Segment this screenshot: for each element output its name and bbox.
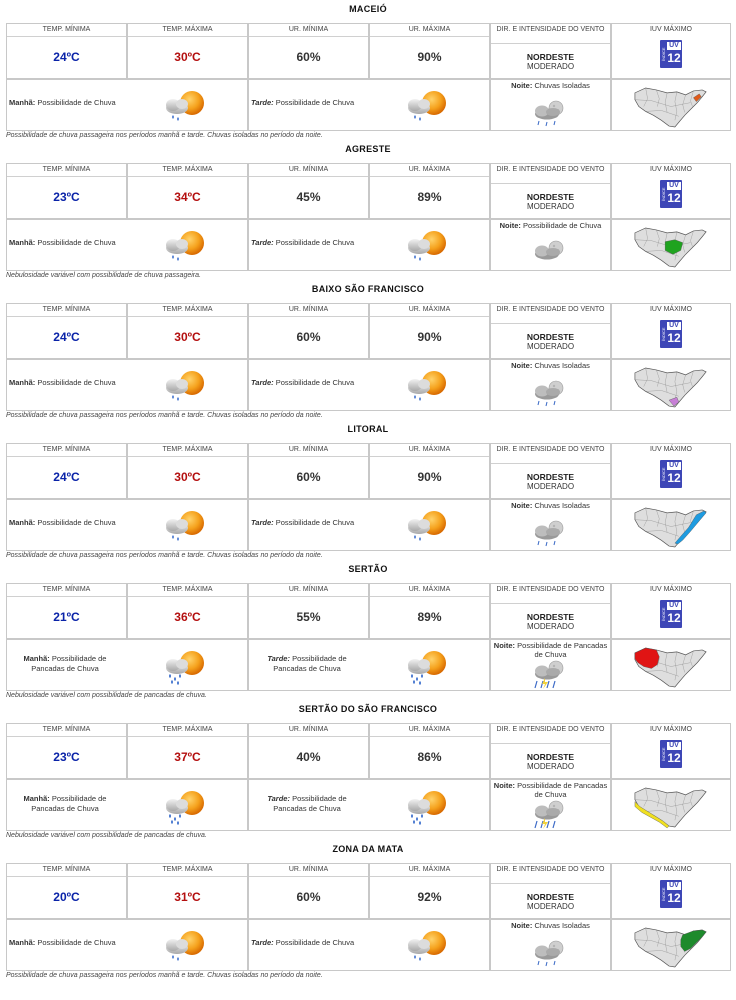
afternoon-text: Possibilidade de Chuva xyxy=(275,238,355,247)
uv-header: IUV MÁXIMO xyxy=(649,166,692,173)
afternoon-forecast xyxy=(251,238,363,248)
night-text: Chuvas Isoladas xyxy=(534,361,590,370)
afternoon-text: Possibilidade de Chuva xyxy=(275,938,355,947)
night-label: Noite: xyxy=(493,781,516,790)
afternoon-text: Possibilidade de Pancadas de Chuva xyxy=(273,794,347,813)
region-note: Possibilidade de chuva passageira nos períodos manhã e tarde. Chuvas isoladas no período da noite. xyxy=(6,972,323,979)
afternoon-forecast xyxy=(251,518,363,528)
region-note: Nebulosidade variável com possibilidade de pancadas de chuva. xyxy=(6,832,207,839)
min-temp-header: TEMP. MÍNIMA xyxy=(7,164,126,177)
uv-cell xyxy=(611,163,731,219)
night-text: Possibilidade de Pancadas de Chuva xyxy=(517,781,608,799)
morning-label: Manhã: xyxy=(9,378,36,387)
max-temp-value: 34ºC xyxy=(174,190,201,204)
uv-index-icon xyxy=(660,600,682,628)
forecast-grid xyxy=(6,443,731,551)
moon-cloud-icon xyxy=(527,794,575,832)
night-forecast xyxy=(491,361,610,370)
region-title: AGRESTE xyxy=(345,144,391,154)
max-temp-value: 36ºC xyxy=(174,610,201,624)
afternoon-forecast xyxy=(251,654,363,674)
max-humidity-header: UR. MÁXIMA xyxy=(370,444,489,457)
sun-cloud-rain-icon xyxy=(403,86,451,126)
uv-badge-side: ÍNDICE xyxy=(661,327,666,341)
night-text: Chuvas Isoladas xyxy=(534,81,590,90)
wind-cell xyxy=(490,443,611,499)
uv-cell xyxy=(611,723,731,779)
region-note: Possibilidade de chuva passageira nos períodos manhã e tarde. Chuvas isoladas no período da noite. xyxy=(6,552,323,559)
region-map-cell xyxy=(611,359,731,411)
min-temp-cell xyxy=(6,723,127,779)
sun-cloud-rain-icon xyxy=(403,226,451,266)
afternoon-label: Tarde: xyxy=(267,654,290,663)
region-map-cell xyxy=(611,639,731,691)
region-block xyxy=(0,280,736,420)
region-note: Nebulosidade variável com possibilidade de pancadas de chuva. xyxy=(6,692,207,699)
region-map-icon xyxy=(632,85,710,130)
moon-cloud-icon xyxy=(527,654,575,692)
wind-header: DIR. E INTENSIDADE DO VENTO xyxy=(491,444,610,464)
morning-label: Manhã: xyxy=(23,654,50,663)
region-map-icon xyxy=(632,925,710,970)
min-temp-value: 21ºC xyxy=(53,610,80,624)
min-humidity-value: 45% xyxy=(296,190,321,204)
region-block xyxy=(0,840,736,980)
max-humidity-header: UR. MÁXIMA xyxy=(370,164,489,177)
afternoon-cell xyxy=(248,919,490,971)
morning-cell xyxy=(6,919,248,971)
sun-cloud-rain-icon xyxy=(403,926,451,966)
max-humidity-cell xyxy=(369,863,490,919)
max-temp-value: 31ºC xyxy=(174,890,201,904)
uv-cell xyxy=(611,583,731,639)
morning-cell xyxy=(6,219,248,271)
max-temp-header: TEMP. MÁXIMA xyxy=(128,864,247,877)
morning-cell xyxy=(6,79,248,131)
morning-text: Possibilidade de Chuva xyxy=(37,238,116,247)
sun-cloud-rain-icon xyxy=(403,786,451,826)
uv-header: IUV MÁXIMO xyxy=(649,446,692,453)
night-text: Chuvas Isoladas xyxy=(534,921,590,930)
morning-cell xyxy=(6,639,248,691)
uv-index-icon xyxy=(660,320,682,348)
afternoon-forecast xyxy=(251,98,363,108)
max-humidity-value: 89% xyxy=(417,610,442,624)
sun-cloud-rain-icon xyxy=(161,366,209,406)
sun-cloud-rain-icon xyxy=(161,646,209,686)
night-cell xyxy=(490,219,611,271)
moon-cloud-icon xyxy=(527,94,575,132)
afternoon-forecast xyxy=(251,794,363,814)
region-map-icon xyxy=(632,785,710,830)
max-temp-header: TEMP. MÁXIMA xyxy=(128,164,247,177)
night-label: Noite: xyxy=(493,641,516,650)
morning-label: Manhã: xyxy=(9,98,36,107)
min-humidity-header: UR. MÍNIMA xyxy=(249,864,368,877)
max-humidity-header: UR. MÁXIMA xyxy=(370,304,489,317)
min-humidity-header: UR. MÍNIMA xyxy=(249,164,368,177)
min-temp-value: 24ºC xyxy=(53,50,80,64)
region-map-icon xyxy=(632,225,710,270)
wind-direction: NORDESTE xyxy=(526,612,575,622)
wind-intensity: MODERADO xyxy=(526,622,575,631)
night-label: Noite: xyxy=(511,361,533,370)
night-cell xyxy=(490,919,611,971)
uv-badge-label: UV xyxy=(667,322,681,330)
uv-badge-side: ÍNDICE xyxy=(661,47,666,61)
region-title: SERTÃO DO SÃO FRANCISCO xyxy=(298,704,438,714)
moon-cloud-icon xyxy=(527,374,575,412)
uv-index-icon xyxy=(660,740,682,768)
forecast-grid xyxy=(6,583,731,691)
uv-badge-side: ÍNDICE xyxy=(661,887,666,901)
afternoon-cell xyxy=(248,639,490,691)
max-humidity-header: UR. MÁXIMA xyxy=(370,724,489,737)
uv-badge-label: UV xyxy=(667,462,681,470)
uv-header: IUV MÁXIMO xyxy=(649,726,692,733)
uv-index-icon xyxy=(660,460,682,488)
night-text: Chuvas Isoladas xyxy=(534,501,590,510)
night-forecast xyxy=(491,221,610,230)
min-humidity-value: 60% xyxy=(296,890,321,904)
morning-forecast xyxy=(9,518,121,528)
uv-header: IUV MÁXIMO xyxy=(649,586,692,593)
min-humidity-cell xyxy=(248,863,369,919)
uv-cell xyxy=(611,303,731,359)
min-humidity-cell xyxy=(248,163,369,219)
uv-badge-value: 12 xyxy=(667,751,681,765)
region-block xyxy=(0,700,736,840)
morning-label: Manhã: xyxy=(9,238,36,247)
region-note: Nebulosidade variável com possibilidade de chuva passageira. xyxy=(6,272,201,279)
region-map-cell xyxy=(611,499,731,551)
max-humidity-value: 90% xyxy=(417,470,442,484)
max-humidity-cell xyxy=(369,443,490,499)
morning-text: Possibilidade de Chuva xyxy=(37,378,116,387)
min-humidity-value: 60% xyxy=(296,330,321,344)
max-humidity-cell xyxy=(369,303,490,359)
morning-label: Manhã: xyxy=(9,938,36,947)
sun-cloud-rain-icon xyxy=(403,366,451,406)
sun-cloud-rain-icon xyxy=(161,926,209,966)
region-note: Possibilidade de chuva passageira nos períodos manhã e tarde. Chuvas isoladas no período da noite. xyxy=(6,132,323,139)
region-map-cell xyxy=(611,219,731,271)
night-cell xyxy=(490,359,611,411)
night-label: Noite: xyxy=(511,81,533,90)
uv-header: IUV MÁXIMO xyxy=(649,866,692,873)
region-block xyxy=(0,140,736,280)
max-humidity-header: UR. MÁXIMA xyxy=(370,584,489,597)
uv-badge-label: UV xyxy=(667,602,681,610)
wind-cell xyxy=(490,303,611,359)
min-temp-value: 24ºC xyxy=(53,470,80,484)
afternoon-text: Possibilidade de Chuva xyxy=(275,518,355,527)
min-humidity-header: UR. MÍNIMA xyxy=(249,584,368,597)
wind-header: DIR. E INTENSIDADE DO VENTO xyxy=(491,584,610,604)
uv-badge-value: 12 xyxy=(667,331,681,345)
night-text: Possibilidade de Pancadas de Chuva xyxy=(517,641,608,659)
min-temp-value: 24ºC xyxy=(53,330,80,344)
wind-direction: NORDESTE xyxy=(526,752,575,762)
uv-badge-label: UV xyxy=(667,742,681,750)
region-map-cell xyxy=(611,779,731,831)
max-humidity-cell xyxy=(369,583,490,639)
uv-badge-side: ÍNDICE xyxy=(661,467,666,481)
wind-header: DIR. E INTENSIDADE DO VENTO xyxy=(491,304,610,324)
afternoon-forecast xyxy=(251,378,363,388)
min-humidity-header: UR. MÍNIMA xyxy=(249,724,368,737)
morning-forecast xyxy=(9,98,121,108)
max-humidity-header: UR. MÁXIMA xyxy=(370,24,489,37)
night-forecast xyxy=(491,501,610,510)
morning-text: Possibilidade de Chuva xyxy=(37,518,116,527)
wind-direction: NORDESTE xyxy=(526,52,575,62)
min-humidity-cell xyxy=(248,583,369,639)
afternoon-text: Possibilidade de Chuva xyxy=(275,98,355,107)
wind-direction: NORDESTE xyxy=(526,472,575,482)
min-humidity-header: UR. MÍNIMA xyxy=(249,444,368,457)
wind-intensity: MODERADO xyxy=(526,342,575,351)
forecast-grid xyxy=(6,303,731,411)
uv-badge-value: 12 xyxy=(667,191,681,205)
morning-text: Possibilidade de Chuva xyxy=(37,938,116,947)
morning-cell xyxy=(6,499,248,551)
max-temp-header: TEMP. MÁXIMA xyxy=(128,304,247,317)
night-cell xyxy=(490,499,611,551)
afternoon-label: Tarde: xyxy=(251,98,274,107)
max-humidity-cell xyxy=(369,23,490,79)
sun-cloud-rain-icon xyxy=(403,646,451,686)
night-text: Possibilidade de Chuva xyxy=(522,221,602,230)
wind-cell xyxy=(490,23,611,79)
wind-header: DIR. E INTENSIDADE DO VENTO xyxy=(491,24,610,44)
sun-cloud-rain-icon xyxy=(161,86,209,126)
max-temp-cell xyxy=(127,723,248,779)
region-title: MACEIÓ xyxy=(349,4,387,14)
uv-badge-label: UV xyxy=(667,42,681,50)
night-cell xyxy=(490,779,611,831)
min-humidity-value: 40% xyxy=(296,750,321,764)
morning-forecast xyxy=(9,794,121,814)
region-title: BAIXO SÃO FRANCISCO xyxy=(311,284,425,294)
min-humidity-header: UR. MÍNIMA xyxy=(249,304,368,317)
region-block xyxy=(0,0,736,140)
max-humidity-value: 89% xyxy=(417,190,442,204)
moon-cloud-icon xyxy=(527,934,575,972)
night-label: Noite: xyxy=(511,501,533,510)
uv-badge-side: ÍNDICE xyxy=(661,747,666,761)
min-temp-cell xyxy=(6,23,127,79)
min-humidity-cell xyxy=(248,23,369,79)
min-temp-header: TEMP. MÍNIMA xyxy=(7,724,126,737)
max-humidity-cell xyxy=(369,723,490,779)
max-temp-cell xyxy=(127,863,248,919)
wind-cell xyxy=(490,723,611,779)
min-temp-header: TEMP. MÍNIMA xyxy=(7,584,126,597)
min-humidity-value: 60% xyxy=(296,470,321,484)
min-humidity-cell xyxy=(248,723,369,779)
afternoon-cell xyxy=(248,219,490,271)
min-temp-value: 20ºC xyxy=(53,890,80,904)
min-humidity-value: 55% xyxy=(296,610,321,624)
morning-forecast xyxy=(9,378,121,388)
max-temp-header: TEMP. MÁXIMA xyxy=(128,724,247,737)
uv-cell xyxy=(611,443,731,499)
night-label: Noite: xyxy=(511,921,533,930)
forecast-grid xyxy=(6,23,731,131)
wind-intensity: MODERADO xyxy=(526,482,575,491)
moon-cloud-icon xyxy=(527,514,575,552)
uv-badge-side: ÍNDICE xyxy=(661,607,666,621)
max-temp-value: 30ºC xyxy=(174,470,201,484)
wind-direction: NORDESTE xyxy=(526,192,575,202)
afternoon-label: Tarde: xyxy=(267,794,290,803)
min-temp-cell xyxy=(6,303,127,359)
night-forecast xyxy=(491,921,610,930)
uv-badge-label: UV xyxy=(667,182,681,190)
min-temp-cell xyxy=(6,443,127,499)
region-title: SERTÃO xyxy=(348,564,388,574)
uv-badge-value: 12 xyxy=(667,891,681,905)
region-map-cell xyxy=(611,919,731,971)
region-map-icon xyxy=(632,505,710,550)
afternoon-cell xyxy=(248,499,490,551)
min-temp-cell xyxy=(6,863,127,919)
wind-intensity: MODERADO xyxy=(526,62,575,71)
afternoon-label: Tarde: xyxy=(251,238,274,247)
morning-forecast xyxy=(9,938,121,948)
max-temp-cell xyxy=(127,443,248,499)
morning-text: Possibilidade de Pancadas de Chuva xyxy=(31,794,107,813)
uv-header: IUV MÁXIMO xyxy=(649,26,692,33)
max-temp-value: 30ºC xyxy=(174,330,201,344)
min-temp-header: TEMP. MÍNIMA xyxy=(7,304,126,317)
morning-text: Possibilidade de Chuva xyxy=(37,98,116,107)
max-temp-header: TEMP. MÁXIMA xyxy=(128,24,247,37)
max-temp-cell xyxy=(127,303,248,359)
wind-intensity: MODERADO xyxy=(526,902,575,911)
region-map-icon xyxy=(632,645,710,690)
min-temp-header: TEMP. MÍNIMA xyxy=(7,444,126,457)
afternoon-cell xyxy=(248,779,490,831)
max-temp-value: 30ºC xyxy=(174,50,201,64)
sun-cloud-rain-icon xyxy=(161,506,209,546)
uv-badge-label: UV xyxy=(667,882,681,890)
morning-label: Manhã: xyxy=(9,518,36,527)
min-temp-value: 23ºC xyxy=(53,190,80,204)
forecast-grid xyxy=(6,723,731,831)
wind-header: DIR. E INTENSIDADE DO VENTO xyxy=(491,164,610,184)
min-temp-value: 23ºC xyxy=(53,750,80,764)
region-block xyxy=(0,560,736,700)
max-humidity-cell xyxy=(369,163,490,219)
wind-header: DIR. E INTENSIDADE DO VENTO xyxy=(491,864,610,884)
uv-badge-value: 12 xyxy=(667,471,681,485)
uv-cell xyxy=(611,23,731,79)
uv-badge-side: ÍNDICE xyxy=(661,187,666,201)
max-temp-cell xyxy=(127,583,248,639)
forecast-grid xyxy=(6,163,731,271)
wind-cell xyxy=(490,163,611,219)
night-forecast xyxy=(491,81,610,90)
sun-cloud-rain-icon xyxy=(403,506,451,546)
max-humidity-value: 92% xyxy=(417,890,442,904)
afternoon-label: Tarde: xyxy=(251,938,274,947)
forecast-grid xyxy=(6,863,731,971)
uv-cell xyxy=(611,863,731,919)
min-temp-cell xyxy=(6,583,127,639)
min-humidity-cell xyxy=(248,303,369,359)
min-humidity-header: UR. MÍNIMA xyxy=(249,24,368,37)
morning-cell xyxy=(6,779,248,831)
min-humidity-value: 60% xyxy=(296,50,321,64)
uv-badge-value: 12 xyxy=(667,611,681,625)
morning-forecast xyxy=(9,238,121,248)
moon-cloud-icon xyxy=(527,234,575,272)
morning-forecast xyxy=(9,654,121,674)
uv-header: IUV MÁXIMO xyxy=(649,306,692,313)
wind-direction: NORDESTE xyxy=(526,332,575,342)
min-temp-header: TEMP. MÍNIMA xyxy=(7,24,126,37)
afternoon-forecast xyxy=(251,938,363,948)
uv-index-icon xyxy=(660,880,682,908)
wind-intensity: MODERADO xyxy=(526,762,575,771)
night-cell xyxy=(490,79,611,131)
sun-cloud-rain-icon xyxy=(161,786,209,826)
region-map-cell xyxy=(611,79,731,131)
afternoon-label: Tarde: xyxy=(251,378,274,387)
morning-text: Possibilidade de Pancadas de Chuva xyxy=(31,654,107,673)
morning-cell xyxy=(6,359,248,411)
morning-label: Manhã: xyxy=(23,794,50,803)
night-label: Noite: xyxy=(499,221,521,230)
max-temp-cell xyxy=(127,163,248,219)
wind-header: DIR. E INTENSIDADE DO VENTO xyxy=(491,724,610,744)
region-note: Possibilidade de chuva passageira nos períodos manhã e tarde. Chuvas isoladas no período da noite. xyxy=(6,412,323,419)
region-map-icon xyxy=(632,365,710,410)
min-temp-header: TEMP. MÍNIMA xyxy=(7,864,126,877)
max-temp-header: TEMP. MÁXIMA xyxy=(128,584,247,597)
min-humidity-cell xyxy=(248,443,369,499)
afternoon-text: Possibilidade de Chuva xyxy=(275,378,355,387)
afternoon-cell xyxy=(248,359,490,411)
max-humidity-value: 90% xyxy=(417,330,442,344)
wind-intensity: MODERADO xyxy=(526,202,575,211)
afternoon-label: Tarde: xyxy=(251,518,274,527)
uv-badge-value: 12 xyxy=(667,51,681,65)
max-humidity-value: 90% xyxy=(417,50,442,64)
sun-cloud-rain-icon xyxy=(161,226,209,266)
max-temp-value: 37ºC xyxy=(174,750,201,764)
max-temp-cell xyxy=(127,23,248,79)
max-temp-header: TEMP. MÁXIMA xyxy=(128,444,247,457)
afternoon-cell xyxy=(248,79,490,131)
max-humidity-value: 86% xyxy=(417,750,442,764)
wind-direction: NORDESTE xyxy=(526,892,575,902)
uv-index-icon xyxy=(660,40,682,68)
region-block xyxy=(0,420,736,560)
afternoon-text: Possibilidade de Pancadas de Chuva xyxy=(273,654,347,673)
min-temp-cell xyxy=(6,163,127,219)
uv-index-icon xyxy=(660,180,682,208)
region-title: LITORAL xyxy=(347,424,389,434)
wind-cell xyxy=(490,583,611,639)
max-humidity-header: UR. MÁXIMA xyxy=(370,864,489,877)
region-title: ZONA DA MATA xyxy=(332,844,404,854)
night-cell xyxy=(490,639,611,691)
wind-cell xyxy=(490,863,611,919)
